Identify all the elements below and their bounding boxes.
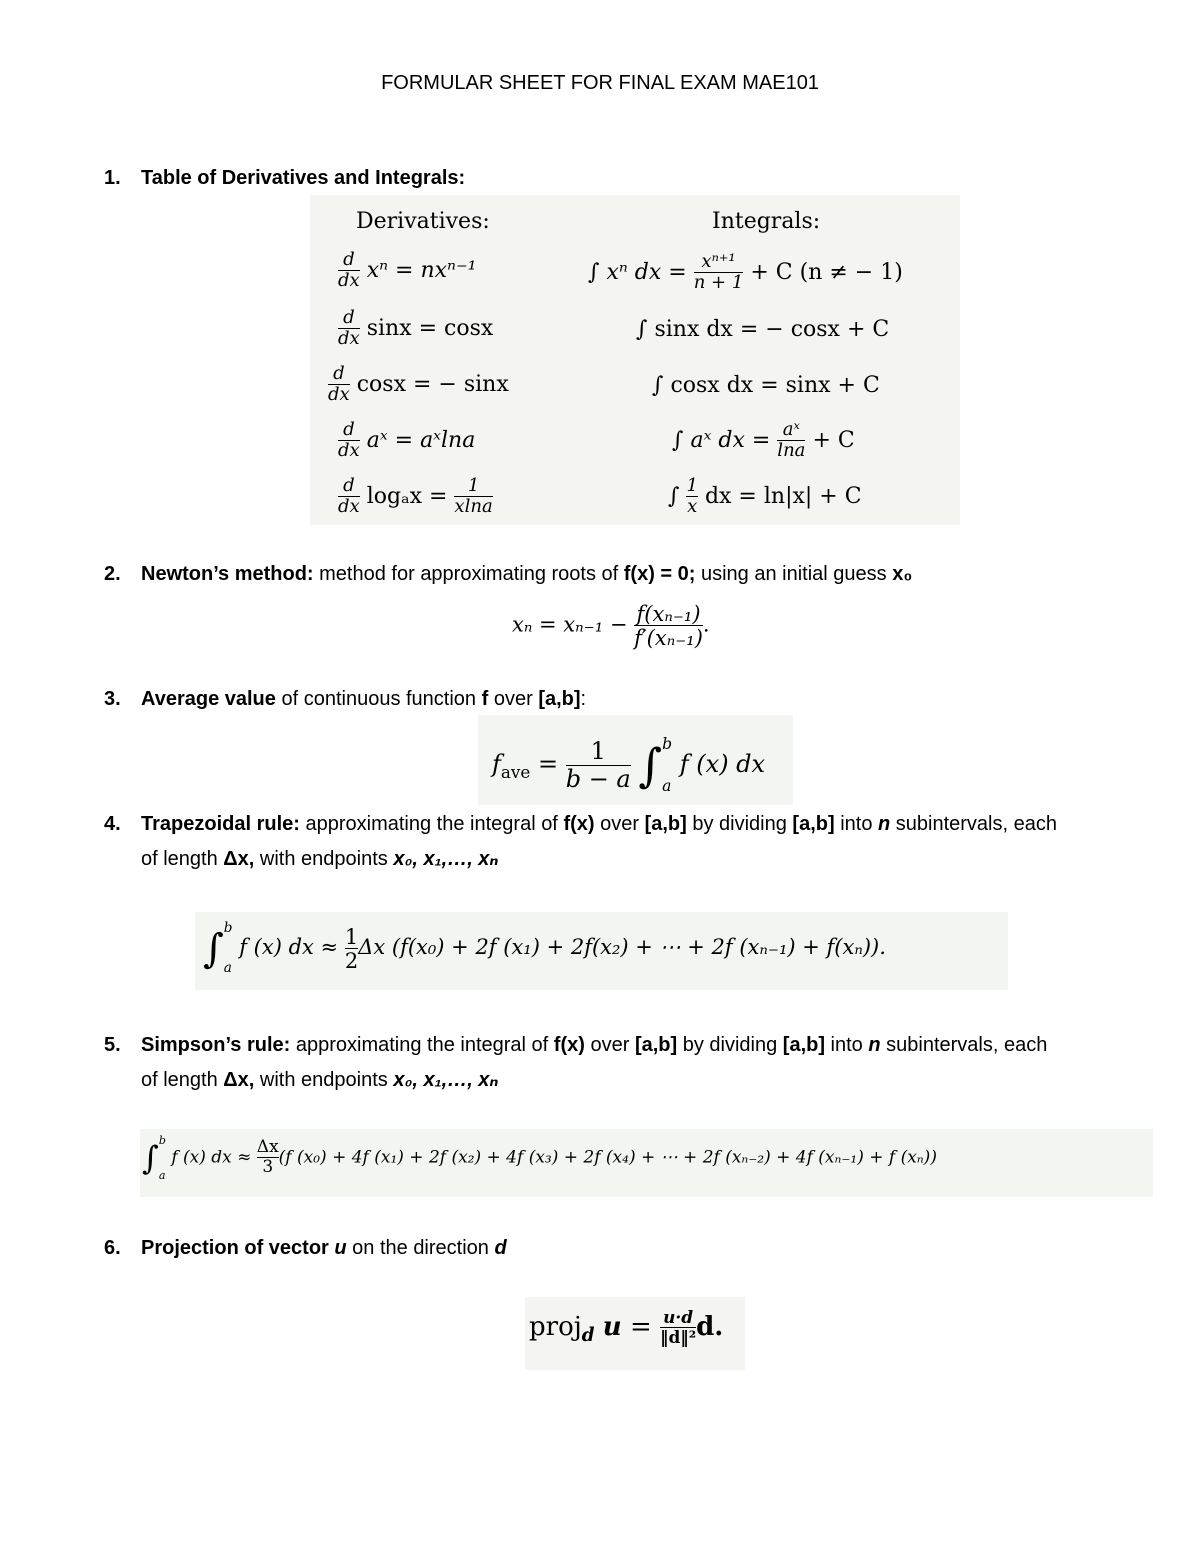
derivatives-integrals-table: [310, 195, 960, 525]
derivative-row: $\frac{d}{dx}$ xⁿ = nxⁿ⁻¹: [338, 249, 477, 291]
derivative-row: $\frac{d}{dx}$ cosx = − sinx: [328, 363, 509, 405]
integral-row: ∫ aˣ dx = $\frac{\text{aˣ}}{\ln a}$ + C: [672, 419, 855, 461]
derivatives-header: Derivatives:: [356, 209, 490, 234]
trapezoidal-formula: ∫ b a f (x) dx ≈ $\frac{1}{2}$ Δx (f(x₀) + 2f (x₁) + 2f(x₂) + ⋯ + 2f (xₙ₋₁) + f(xₙ)).: [195, 912, 1008, 990]
simpson-formula: ∫ b a f (x) dx ≈ $\frac{\Delta x}{3}$ (f (x₀) + 4f (x₁) + 2f (x₂) + 4f (x₃) + 2f (x₄) + ⋯ + 2f (xₙ₋₂) + 4f (xₙ₋₁) + f (xₙ)): [140, 1129, 1153, 1197]
item-heading: Table of Derivatives and Integrals:: [141, 167, 466, 189]
item-1: [104, 161, 465, 196]
item-5: 5. Simpson’s rule: approximating the integral of f(x) over [a,b] by dividing [a,b] into n subintervals, each of length Δx, with endpoints x₀, x₁,…, xₙ: [104, 1034, 1048, 1091]
item-4: 4. Trapezoidal rule: approximating the integral of f(x) over [a,b] by dividing [a,b] into n subintervals, each of length Δx, with endpoints x₀, x₁,…, xₙ: [104, 813, 1057, 870]
average-value-formula: $f_{ave}$ = $\frac{1}{b - a}$ ∫ b a f (x) dx: [478, 715, 793, 805]
item-2: 2. Newton’s method: method for approximating roots of f(x) = 0; using an initial guess x₀: [104, 563, 913, 585]
item-3: 3. Average value of continuous function f over [a,b]:: [104, 688, 587, 710]
item-number: 1.: [104, 167, 121, 189]
derivative-row: $\frac{d}{dx}$ sinx = cosx: [338, 307, 494, 349]
derivative-row: $\frac{d}{dx}$ logₐx = $\frac{1}{xlna}$: [338, 475, 493, 517]
integral-row: ∫ cosx dx = sinx + C: [652, 373, 880, 398]
integral-row: ∫ $\frac{1}{x}$ dx = ln|x| + C: [668, 475, 862, 517]
item-6: 6. Projection of vector u on the direction d: [104, 1237, 507, 1259]
derivative-row: $\frac{d}{dx}$ aˣ = aˣlna: [338, 419, 476, 461]
integrals-header: Integrals:: [712, 209, 821, 234]
page-title: FORMULAR SHEET FOR FINAL EXAM MAE101: [381, 72, 819, 94]
projection-formula: proj$_d$ u = $\frac{u\cdot d}{\text{‖d‖²}}$ d.: [525, 1297, 745, 1370]
integral-row: ∫ xⁿ dx = $\frac{\text{xⁿ⁺¹}}{n + 1}$ + C (n ≠ − 1): [588, 251, 903, 293]
newton-formula: xₙ = xₙ₋₁ − $\frac{\text{f(xₙ₋₁)}}{\text{f′(xₙ₋₁)}}$ .: [512, 602, 710, 651]
integral-row: ∫ sinx dx = − cosx + C: [636, 317, 890, 342]
